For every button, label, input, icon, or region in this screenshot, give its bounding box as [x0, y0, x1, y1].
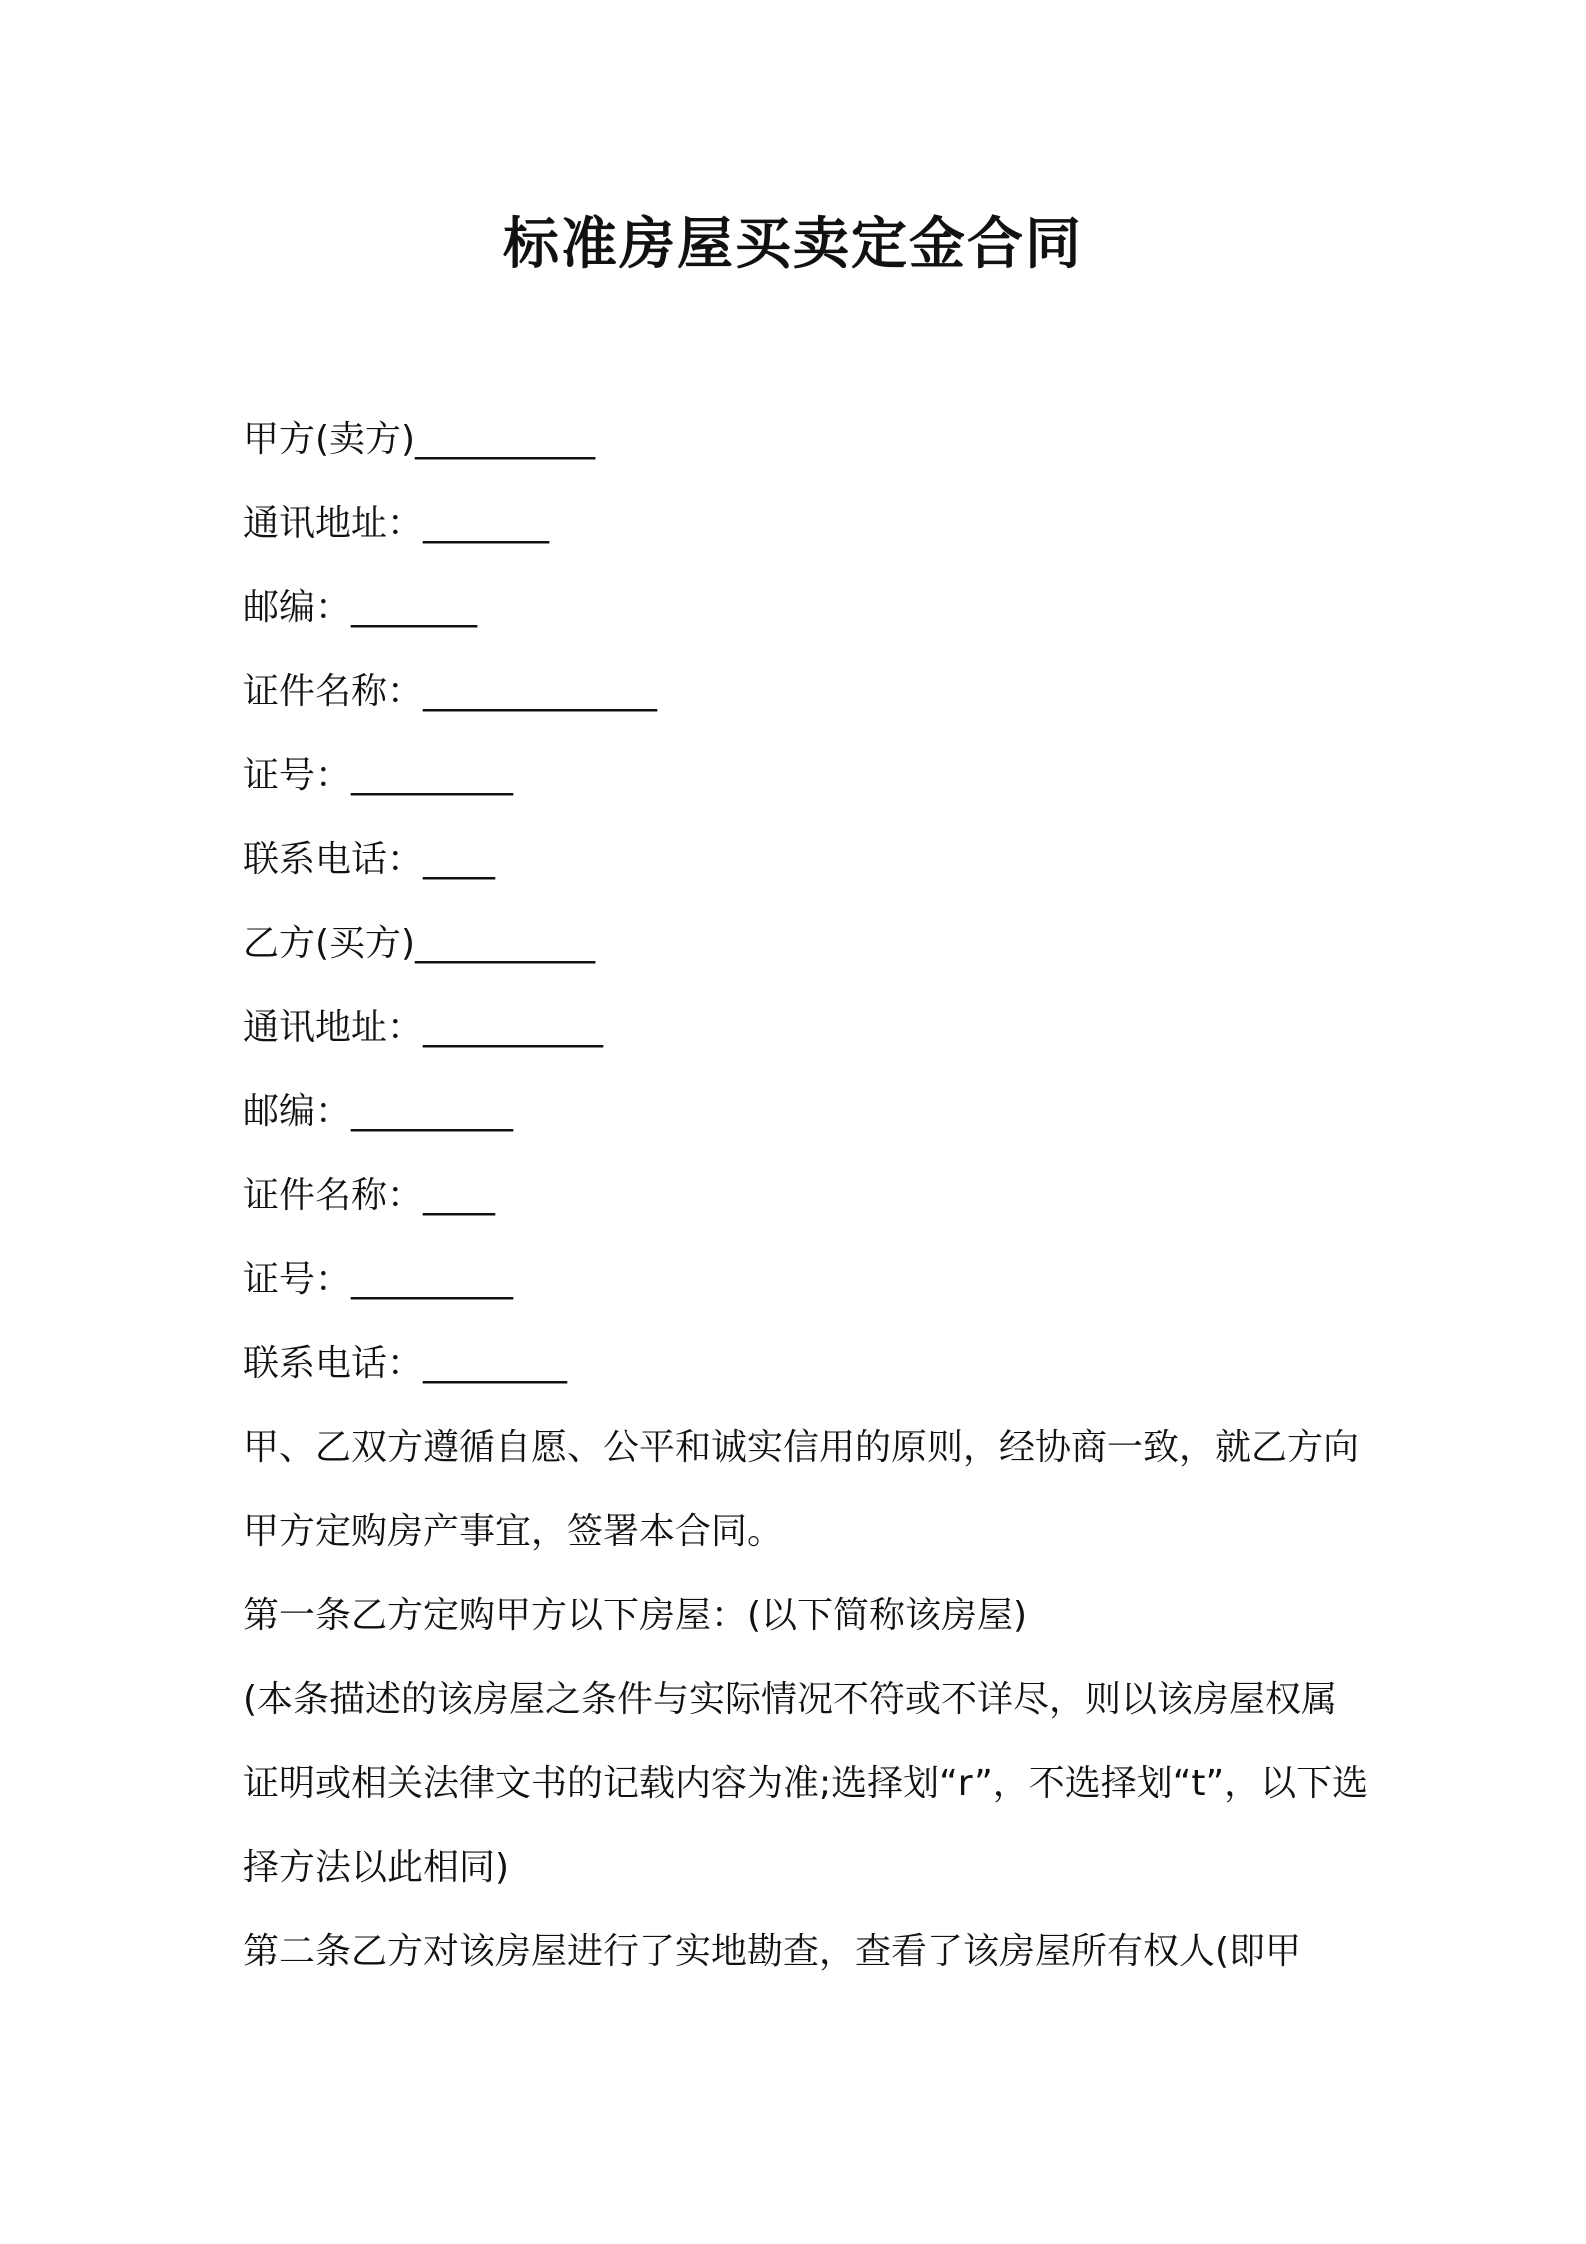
- seller-postcode-field: 邮编：_______: [243, 587, 478, 628]
- buyer-name-field: 乙方(买方)__________: [243, 923, 596, 964]
- preamble-paragraph: 甲、乙双方遵循自愿、公平和诚实信用的原则，经协商一致，就乙方向甲方定购房产事宜，签署本合同。: [243, 1427, 1360, 1552]
- buyer-postcode-field: 邮编：_________: [243, 1091, 514, 1132]
- seller-name-field: 甲方(卖方)__________: [243, 419, 596, 460]
- seller-phone-field: 联系电话：____: [243, 839, 496, 880]
- seller-id-number-field: 证号：_________: [243, 755, 514, 796]
- buyer-address-field: 通讯地址：__________: [243, 1007, 604, 1048]
- article-one-note-paragraph: (本条描述的该房屋之条件与实际情况不符或不详尽，则以该房屋权属证明或相关法律文书的记载内容为准;选择划“r”，不选择划“t”，以下选择方法以此相同): [243, 1679, 1369, 1888]
- article-one-paragraph: 第一条乙方定购甲方以下房屋：(以下简称该房屋): [243, 1595, 1028, 1636]
- buyer-id-number-field: 证号：_________: [243, 1259, 514, 1300]
- buyer-phone-field: 联系电话：________: [243, 1343, 568, 1384]
- seller-address-field: 通讯地址：_______: [243, 503, 550, 544]
- document-body: [243, 398, 1373, 1994]
- seller-id-type-field: 证件名称：_____________: [243, 671, 658, 712]
- document-title: 标准房屋买卖定金合同: [503, 212, 1083, 277]
- article-two-paragraph: 第二条乙方对该房屋进行了实地勘查，查看了该房屋所有权人(即甲: [243, 1931, 1302, 1972]
- buyer-id-type-field: 证件名称：____: [243, 1175, 496, 1216]
